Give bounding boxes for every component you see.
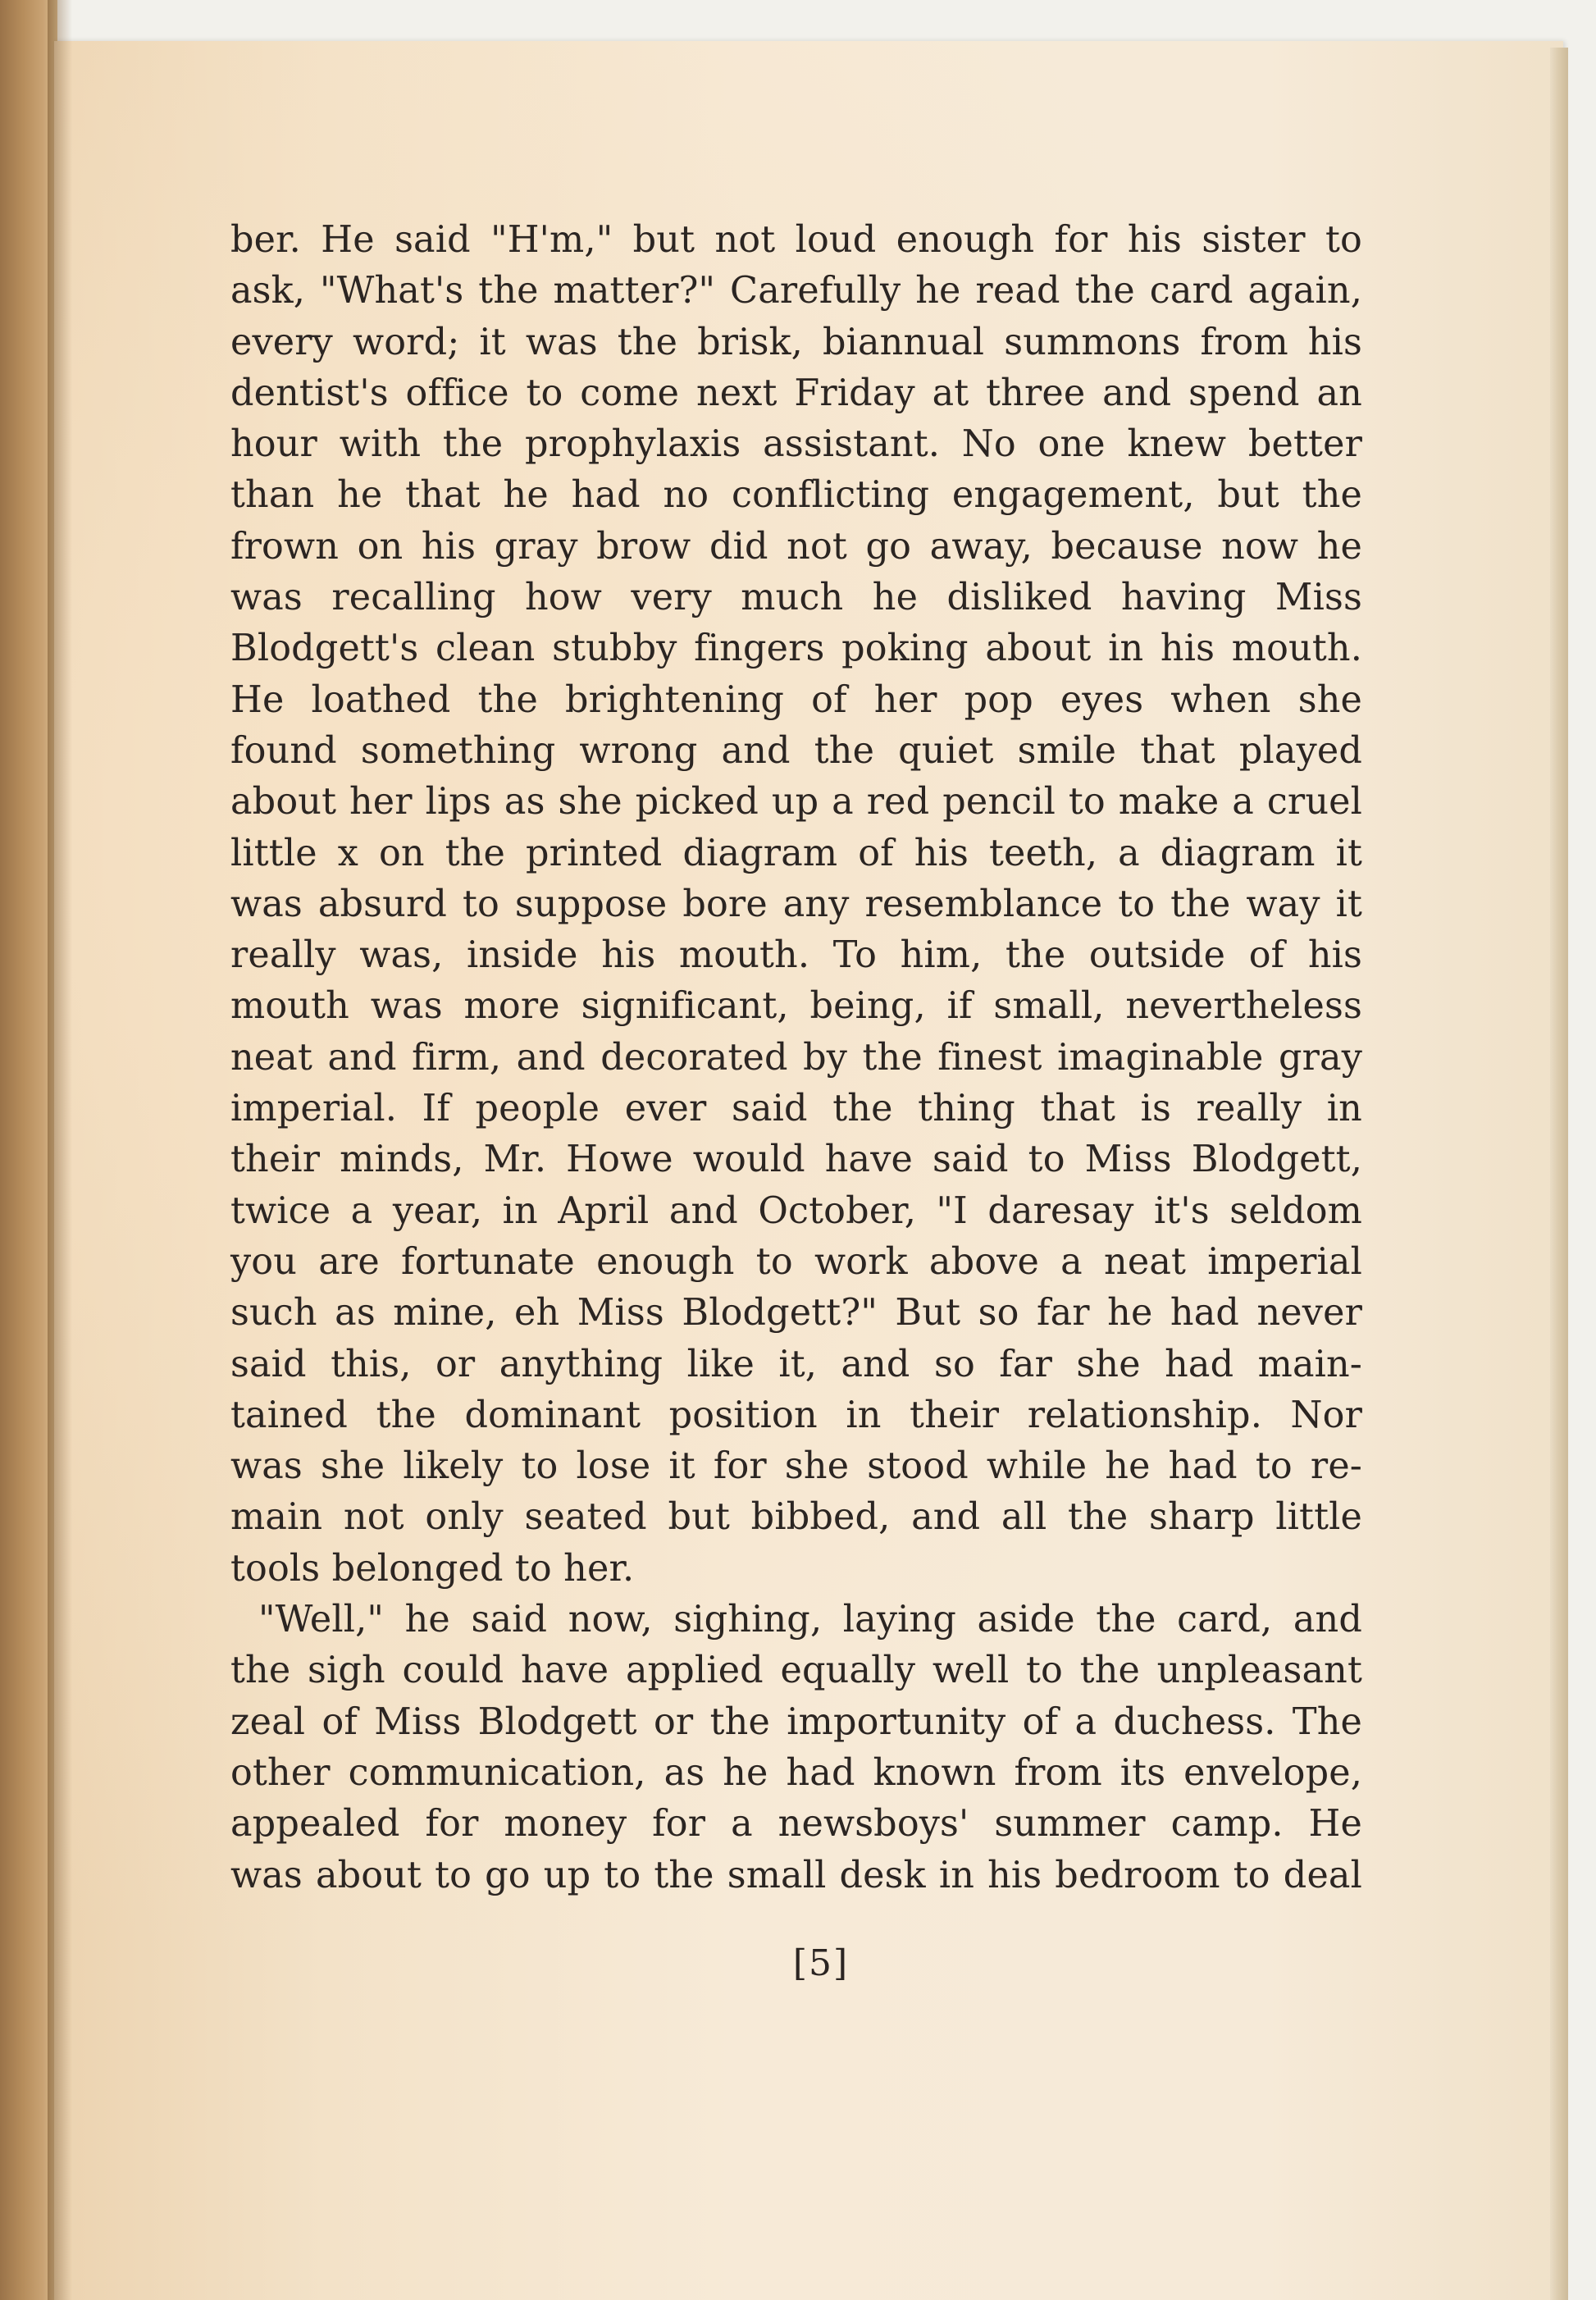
page-edges xyxy=(1550,48,1568,2300)
text-line: than he that he had no conflicting engagement, but the xyxy=(230,474,1362,517)
text-line: was absurd to suppose bore any resemblance to the way it xyxy=(230,883,1362,925)
text-line: zeal of Miss Blodgett or the importunity of a duchess. The xyxy=(230,1700,1362,1743)
text-line: ask, "What's the matter?" Carefully he read the card again, xyxy=(230,270,1362,313)
text-line: you are fortunate enough to work above a neat imperial xyxy=(230,1240,1362,1283)
text-line: found something wrong and the quiet smile that played xyxy=(230,729,1362,772)
text-line: tools belonged to her. xyxy=(230,1547,635,1590)
text-line: really was, inside his mouth. To him, the outside of his xyxy=(230,934,1362,977)
text-line: neat and firm, and decorated by the finest imaginable gray xyxy=(230,1036,1362,1079)
text-line: was recalling how very much he disliked having Miss xyxy=(230,577,1362,619)
text-line: was about to go up to the small desk in his bedroom to deal xyxy=(230,1854,1362,1896)
text-line: dentist's office to come next Friday at three and spend an xyxy=(230,372,1362,414)
text-line: such as mine, eh Miss Blodgett?" But so far he had never xyxy=(230,1292,1362,1335)
text-line: every word; it was the brisk, biannual summons from his xyxy=(230,321,1362,363)
text-line: hour with the prophylaxis assistant. No one knew better xyxy=(230,423,1362,466)
text-line: main not only seated but bibbed, and all the sharp little xyxy=(230,1496,1362,1539)
text-line: frown on his gray brow did not go away, because now he xyxy=(230,525,1362,568)
gutter-shadow xyxy=(48,0,72,2300)
text-line: appealed for money for a newsboys' summer camp. He xyxy=(230,1803,1362,1846)
text-line: the sigh could have applied equally well to the unpleasant xyxy=(230,1650,1362,1692)
text-line: said this, or anything like it, and so far she had main- xyxy=(230,1343,1362,1385)
text-line: tained the dominant position in their relationship. Nor xyxy=(230,1394,1362,1436)
text-line: Blodgett's clean stubby fingers poking about in his mouth. xyxy=(230,627,1362,670)
text-line: mouth was more significant, being, if small, nevertheless xyxy=(230,985,1362,1028)
text-line: "Well," he said now, sighing, laying aside the card, and xyxy=(258,1599,1362,1641)
text-line: twice a year, in April and October, "I daresay it's seldom xyxy=(230,1189,1362,1232)
text-line: ber. He said "H'm," but not loud enough for his sister to xyxy=(230,219,1362,261)
body-text xyxy=(230,215,1362,1901)
page-number: [5] xyxy=(792,1942,850,1984)
text-line: imperial. If people ever said the thing that is really in xyxy=(230,1088,1362,1130)
text-line: their minds, Mr. Howe would have said to Miss Blodgett, xyxy=(230,1139,1362,1181)
text-line: He loathed the brightening of her pop eyes when she xyxy=(230,678,1362,721)
text-line: about her lips as she picked up a red pencil to make a cruel xyxy=(230,781,1362,824)
text-line: little x on the printed diagram of his teeth, a diagram it xyxy=(230,832,1362,874)
book-page xyxy=(54,41,1563,2300)
text-line: was she likely to lose it for she stood while he had to re- xyxy=(230,1445,1362,1488)
text-line: other communication, as he had known from its envelope, xyxy=(230,1751,1362,1794)
